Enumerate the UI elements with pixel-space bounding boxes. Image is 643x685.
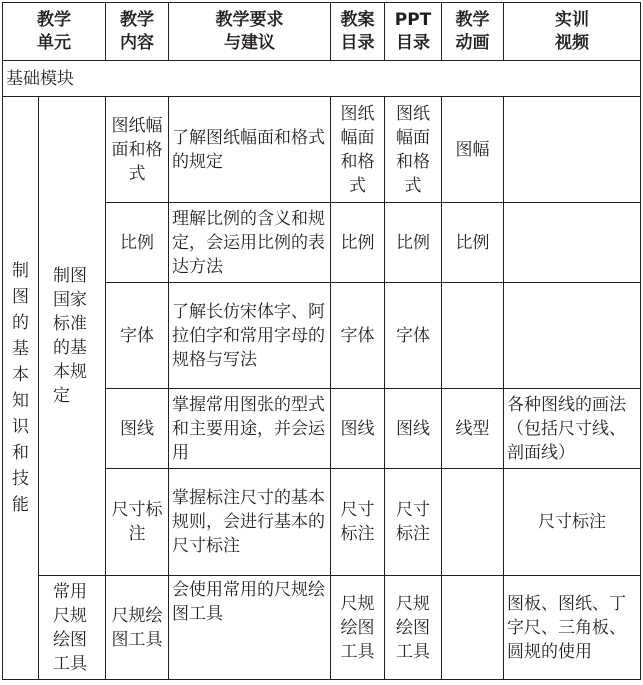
video-cell: 尺寸标注 [504, 469, 641, 576]
unit-cell [3, 97, 39, 680]
content-cell: 字体 [106, 283, 169, 389]
section-title: 基础模块 [3, 61, 641, 97]
group-text: 常用尺规绘图工具 [53, 581, 87, 674]
animation-cell [442, 283, 504, 389]
plan-cell: 图纸幅面和格式 [331, 97, 385, 203]
animation-cell [442, 576, 504, 680]
section-row [3, 61, 641, 97]
header-animation-text: 教学 动画 [455, 9, 490, 53]
requirement-cell: 理解比例的含义和规定，会运用比例的表达方法 [169, 203, 331, 283]
animation-cell [442, 469, 504, 576]
header-animation [442, 3, 504, 61]
video-cell [504, 97, 641, 203]
header-video [504, 3, 641, 61]
plan-cell: 字体 [331, 283, 385, 389]
header-ppt-text: PPT 目录 [394, 9, 432, 53]
ppt-cell: 比例 [385, 203, 442, 283]
header-content [106, 3, 169, 61]
group-cell [39, 576, 106, 680]
video-cell: 图板、图纸、丁字尺、三角板、圆规的使用 [504, 576, 641, 680]
content-cell: 尺规绘图工具 [106, 576, 169, 680]
plan-cell: 尺寸标注 [331, 469, 385, 576]
table-row [3, 97, 641, 203]
video-cell [504, 283, 641, 389]
plan-cell: 尺规绘图工具 [331, 576, 385, 680]
header-plan-text: 教案 目录 [340, 9, 375, 53]
header-content-text: 教学 内容 [120, 9, 154, 53]
header-ppt [385, 3, 442, 61]
header-unit-text: 教学 单元 [37, 9, 71, 53]
plan-cell: 图线 [331, 389, 385, 469]
animation-cell: 图幅 [442, 97, 504, 203]
header-row [3, 3, 641, 61]
content-cell: 图线 [106, 389, 169, 469]
animation-cell: 比例 [442, 203, 504, 283]
ppt-cell: 图纸幅面和格式 [385, 97, 442, 203]
requirement-cell: 掌握常用图张的型式和主要用途，并会运用 [169, 389, 331, 469]
group-cell [39, 97, 106, 576]
requirement-cell: 了解长仿宋体字、阿拉伯字和常用字母的规格与写法 [169, 283, 331, 389]
header-requirements [169, 3, 331, 61]
content-cell: 尺寸标注 [106, 469, 169, 576]
video-cell [504, 203, 641, 283]
content-cell: 比例 [106, 203, 169, 283]
video-cell: 各种图线的画法（包括尺寸线、剖面线） [504, 389, 641, 469]
requirement-cell: 会使用常用的尺规绘图工具 [169, 576, 331, 680]
requirement-cell: 掌握标注尺寸的基本规则，会进行基本的尺寸标注 [169, 469, 331, 576]
header-unit [3, 3, 106, 61]
header-video-text: 实训 视频 [555, 9, 589, 53]
ppt-cell: 图线 [385, 389, 442, 469]
requirement-cell: 了解图纸幅面和格式的规定 [169, 97, 331, 203]
header-requirements-text: 教学要求 与建议 [215, 9, 284, 53]
unit-text: 制图的基本知识和技能 [12, 261, 29, 515]
table-row [3, 576, 641, 680]
curriculum-table [2, 2, 641, 680]
content-cell: 图纸幅面和格式 [106, 97, 169, 203]
plan-cell: 比例 [331, 203, 385, 283]
header-plan [331, 3, 385, 61]
ppt-cell: 字体 [385, 283, 442, 389]
ppt-cell: 尺规绘图工具 [385, 576, 442, 680]
animation-cell: 线型 [442, 389, 504, 469]
ppt-cell: 尺寸标注 [385, 469, 442, 576]
group-text: 制图国家标准的基本规定 [53, 266, 87, 406]
